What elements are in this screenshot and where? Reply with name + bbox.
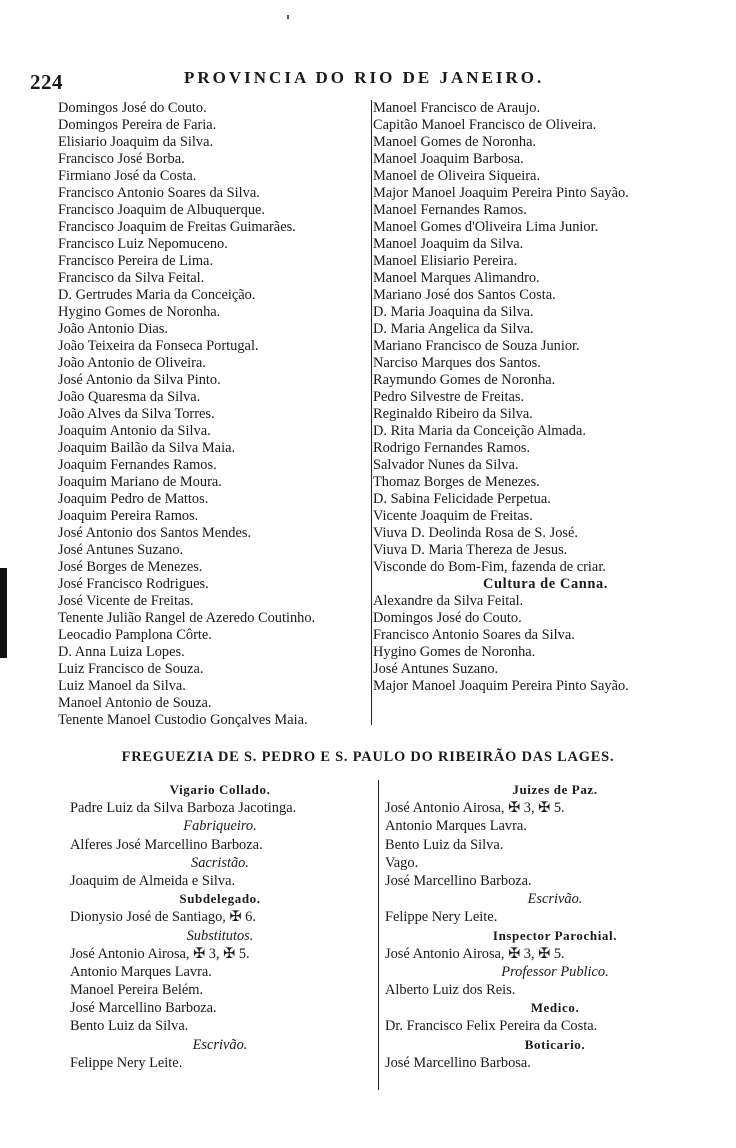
list-item: Manoel Gomes d'Oliveira Lima Junior. bbox=[373, 219, 599, 235]
list-item: Francisco da Silva Feital. bbox=[58, 270, 205, 286]
freguezia-right-block bbox=[385, 781, 725, 1072]
list-item: Raymundo Gomes de Noronha. bbox=[373, 372, 556, 388]
list-item: João Alves da Silva Torres. bbox=[58, 406, 215, 422]
vigario-name: Padre Luiz da Silva Barboza Jacotinga. bbox=[70, 800, 297, 817]
medico-heading: Medico. bbox=[530, 1000, 580, 1016]
list-item: João Antonio de Oliveira. bbox=[58, 355, 206, 371]
list-item: Capitão Manoel Francisco de Oliveira. bbox=[373, 117, 597, 133]
subdelegado-name: Dionysio José de Santiago, ✠ 6. bbox=[70, 909, 256, 926]
list-item: Domingos José do Couto. bbox=[373, 610, 522, 626]
professor-name: Alberto Luiz dos Reis. bbox=[385, 982, 516, 999]
list-item: Manoel de Oliveira Siqueira. bbox=[373, 168, 541, 184]
page-number: 224 bbox=[30, 70, 63, 94]
list-item: Hygino Gomes de Noronha. bbox=[373, 644, 536, 660]
juiz-item: José Marcellino Barboza. bbox=[385, 872, 532, 889]
list-item: José Borges de Menezes. bbox=[58, 559, 203, 575]
vigario-heading: Vigario Collado. bbox=[169, 782, 271, 797]
substituto-item: Bento Luiz da Silva. bbox=[70, 1018, 189, 1035]
list-item: João Antonio Dias. bbox=[58, 321, 168, 337]
list-item: Visconde do Bom-Fim, fazenda de criar. bbox=[373, 559, 606, 575]
substituto-item: José Marcellino Barboza. bbox=[70, 1000, 217, 1017]
list-item: Hygino Gomes de Noronha. bbox=[58, 304, 221, 320]
list-item: Viuva D. Maria Thereza de Jesus. bbox=[373, 542, 568, 558]
list-item: Manoel Elisiario Pereira. bbox=[373, 253, 518, 269]
boticario-heading: Boticario. bbox=[524, 1036, 586, 1052]
list-item: Tenente Manoel Custodio Gonçalves Maia. bbox=[58, 712, 308, 728]
sacristao-heading: Sacristão. bbox=[191, 854, 249, 871]
list-item: Mariano Francisco de Souza Junior. bbox=[373, 338, 580, 354]
juiz-item: Bento Luiz da Silva. bbox=[385, 836, 504, 853]
list-item: D. Maria Joaquina da Silva. bbox=[373, 304, 534, 320]
list-item: D. Sabina Felicidade Perpetua. bbox=[373, 491, 551, 507]
list-item: Joaquim Pereira Ramos. bbox=[58, 508, 199, 524]
list-item: José Antunes Suzano. bbox=[373, 661, 499, 677]
list-item: João Teixeira da Fonseca Portugal. bbox=[58, 338, 259, 354]
list-item: Manoel Joaquim Barbosa. bbox=[373, 151, 524, 167]
list-item: Joaquim Mariano de Moura. bbox=[58, 474, 222, 490]
list-item: José Antunes Suzano. bbox=[58, 542, 184, 558]
column-divider bbox=[371, 100, 372, 725]
fabriqueiro-heading: Fabriqueiro. bbox=[183, 818, 257, 835]
list-item: Leocadio Pamplona Côrte. bbox=[58, 627, 212, 643]
list-item: Firmiano José da Costa. bbox=[58, 168, 197, 184]
substitutos-heading: Substitutos. bbox=[186, 927, 254, 944]
list-item: Alexandre da Silva Feital. bbox=[373, 593, 524, 609]
left-name-list bbox=[58, 100, 374, 729]
list-item: D. Rita Maria da Conceição Almada. bbox=[373, 423, 586, 439]
list-item: Salvador Nunes da Silva. bbox=[373, 457, 519, 473]
list-item: Manoel Antonio de Souza. bbox=[58, 695, 212, 711]
list-item: Francisco Joaquim de Albuquerque. bbox=[58, 202, 266, 218]
list-item: Reginaldo Ribeiro da Silva. bbox=[373, 406, 533, 422]
list-item: José Francisco Rodrigues. bbox=[58, 576, 209, 592]
list-item: Rodrigo Fernandes Ramos. bbox=[373, 440, 531, 456]
list-item: Manoel Fernandes Ramos. bbox=[373, 202, 527, 218]
sacristao-name: Joaquim de Almeida e Silva. bbox=[70, 872, 236, 889]
substituto-item: Manoel Pereira Belém. bbox=[70, 982, 204, 999]
list-item: José Antonio da Silva Pinto. bbox=[58, 372, 221, 388]
cultura-heading: Cultura de Canna. bbox=[483, 576, 608, 592]
escrivao-heading: Escrivão. bbox=[527, 891, 583, 908]
list-item: Narciso Marques dos Santos. bbox=[373, 355, 541, 371]
freguezia-title: FREGUEZIA DE S. PEDRO E S. PAULO DO RIBEIRÃO DAS LAGES. bbox=[121, 749, 615, 765]
boticario-name: José Marcellino Barbosa. bbox=[385, 1054, 531, 1071]
list-item: Joaquim Fernandes Ramos. bbox=[58, 457, 217, 473]
list-item: Tenente Julião Rangel de Azeredo Coutinho. bbox=[58, 610, 316, 626]
list-item: Major Manoel Joaquim Pereira Pinto Sayão. bbox=[373, 678, 629, 694]
inspector-name: José Antonio Airosa, ✠ 3, ✠ 5. bbox=[385, 945, 565, 962]
list-item: Domingos José do Couto. bbox=[58, 100, 207, 116]
list-item: Luiz Francisco de Souza. bbox=[58, 661, 204, 677]
escrivao-heading: Escrivão. bbox=[192, 1036, 248, 1053]
list-item: Joaquim Antonio da Silva. bbox=[58, 423, 211, 439]
list-item: Major Manoel Joaquim Pereira Pinto Sayão. bbox=[373, 185, 629, 201]
margin-binding-mark bbox=[0, 568, 7, 658]
list-item: Luiz Manoel da Silva. bbox=[58, 678, 186, 694]
list-item: Manoel Gomes de Noronha. bbox=[373, 134, 537, 150]
list-item: Francisco Joaquim de Freitas Guimarães. bbox=[58, 219, 296, 235]
juiz-item: José Antonio Airosa, ✠ 3, ✠ 5. bbox=[385, 800, 565, 817]
list-item: José Antonio dos Santos Mendes. bbox=[58, 525, 252, 541]
escrivao-name: Felippe Nery Leite. bbox=[385, 909, 498, 926]
juiz-item: Vago. bbox=[385, 854, 419, 871]
subdelegado-heading: Subdelegado. bbox=[179, 891, 261, 907]
list-item: Domingos Pereira de Faria. bbox=[58, 117, 217, 133]
list-item: Thomaz Borges de Menezes. bbox=[373, 474, 540, 490]
list-item: D. Maria Angelica da Silva. bbox=[373, 321, 534, 337]
list-item: Viuva D. Deolinda Rosa de S. José. bbox=[373, 525, 578, 541]
substituto-item: José Antonio Airosa, ✠ 3, ✠ 5. bbox=[70, 945, 250, 962]
right-name-list bbox=[373, 100, 718, 695]
juiz-item: Antonio Marques Lavra. bbox=[385, 818, 527, 835]
fabriqueiro-name: Alferes José Marcellino Barboza. bbox=[70, 836, 263, 853]
freguezia-left-block bbox=[70, 781, 370, 1072]
list-item: Mariano José dos Santos Costa. bbox=[373, 287, 556, 303]
list-item: Manoel Francisco de Araujo. bbox=[373, 100, 541, 116]
list-item: Francisco José Borba. bbox=[58, 151, 185, 167]
inspector-heading: Inspector Parochial. bbox=[492, 927, 618, 943]
list-item: José Vicente de Freitas. bbox=[58, 593, 194, 609]
escrivao-name: Felippe Nery Leite. bbox=[70, 1054, 183, 1071]
freguezia-column-divider bbox=[378, 780, 379, 1090]
list-item: D. Anna Luiza Lopes. bbox=[58, 644, 185, 660]
list-item: Vicente Joaquim de Freitas. bbox=[373, 508, 533, 524]
medico-name: Dr. Francisco Felix Pereira da Costa. bbox=[385, 1018, 598, 1035]
page-speck bbox=[287, 15, 289, 19]
list-item: Joaquim Pedro de Mattos. bbox=[58, 491, 209, 507]
running-title: PROVINCIA DO RIO DE JANEIRO. bbox=[184, 68, 545, 87]
list-item: Joaquim Bailão da Silva Maia. bbox=[58, 440, 236, 456]
list-item: Manoel Joaquim da Silva. bbox=[373, 236, 524, 252]
list-item: Elisiario Joaquim da Silva. bbox=[58, 134, 214, 150]
list-item: Francisco Luiz Nepomuceno. bbox=[58, 236, 228, 252]
list-item: Manoel Marques Alimandro. bbox=[373, 270, 540, 286]
list-item: D. Gertrudes Maria da Conceição. bbox=[58, 287, 256, 303]
list-item: Francisco Pereira de Lima. bbox=[58, 253, 214, 269]
professor-heading: Professor Publico. bbox=[501, 963, 609, 980]
list-item: Francisco Antonio Soares da Silva. bbox=[58, 185, 260, 201]
substituto-item: Antonio Marques Lavra. bbox=[70, 963, 212, 980]
list-item: João Quaresma da Silva. bbox=[58, 389, 201, 405]
juizes-heading: Juizes de Paz. bbox=[512, 782, 598, 797]
list-item: Pedro Silvestre de Freitas. bbox=[373, 389, 525, 405]
list-item: Francisco Antonio Soares da Silva. bbox=[373, 627, 575, 643]
